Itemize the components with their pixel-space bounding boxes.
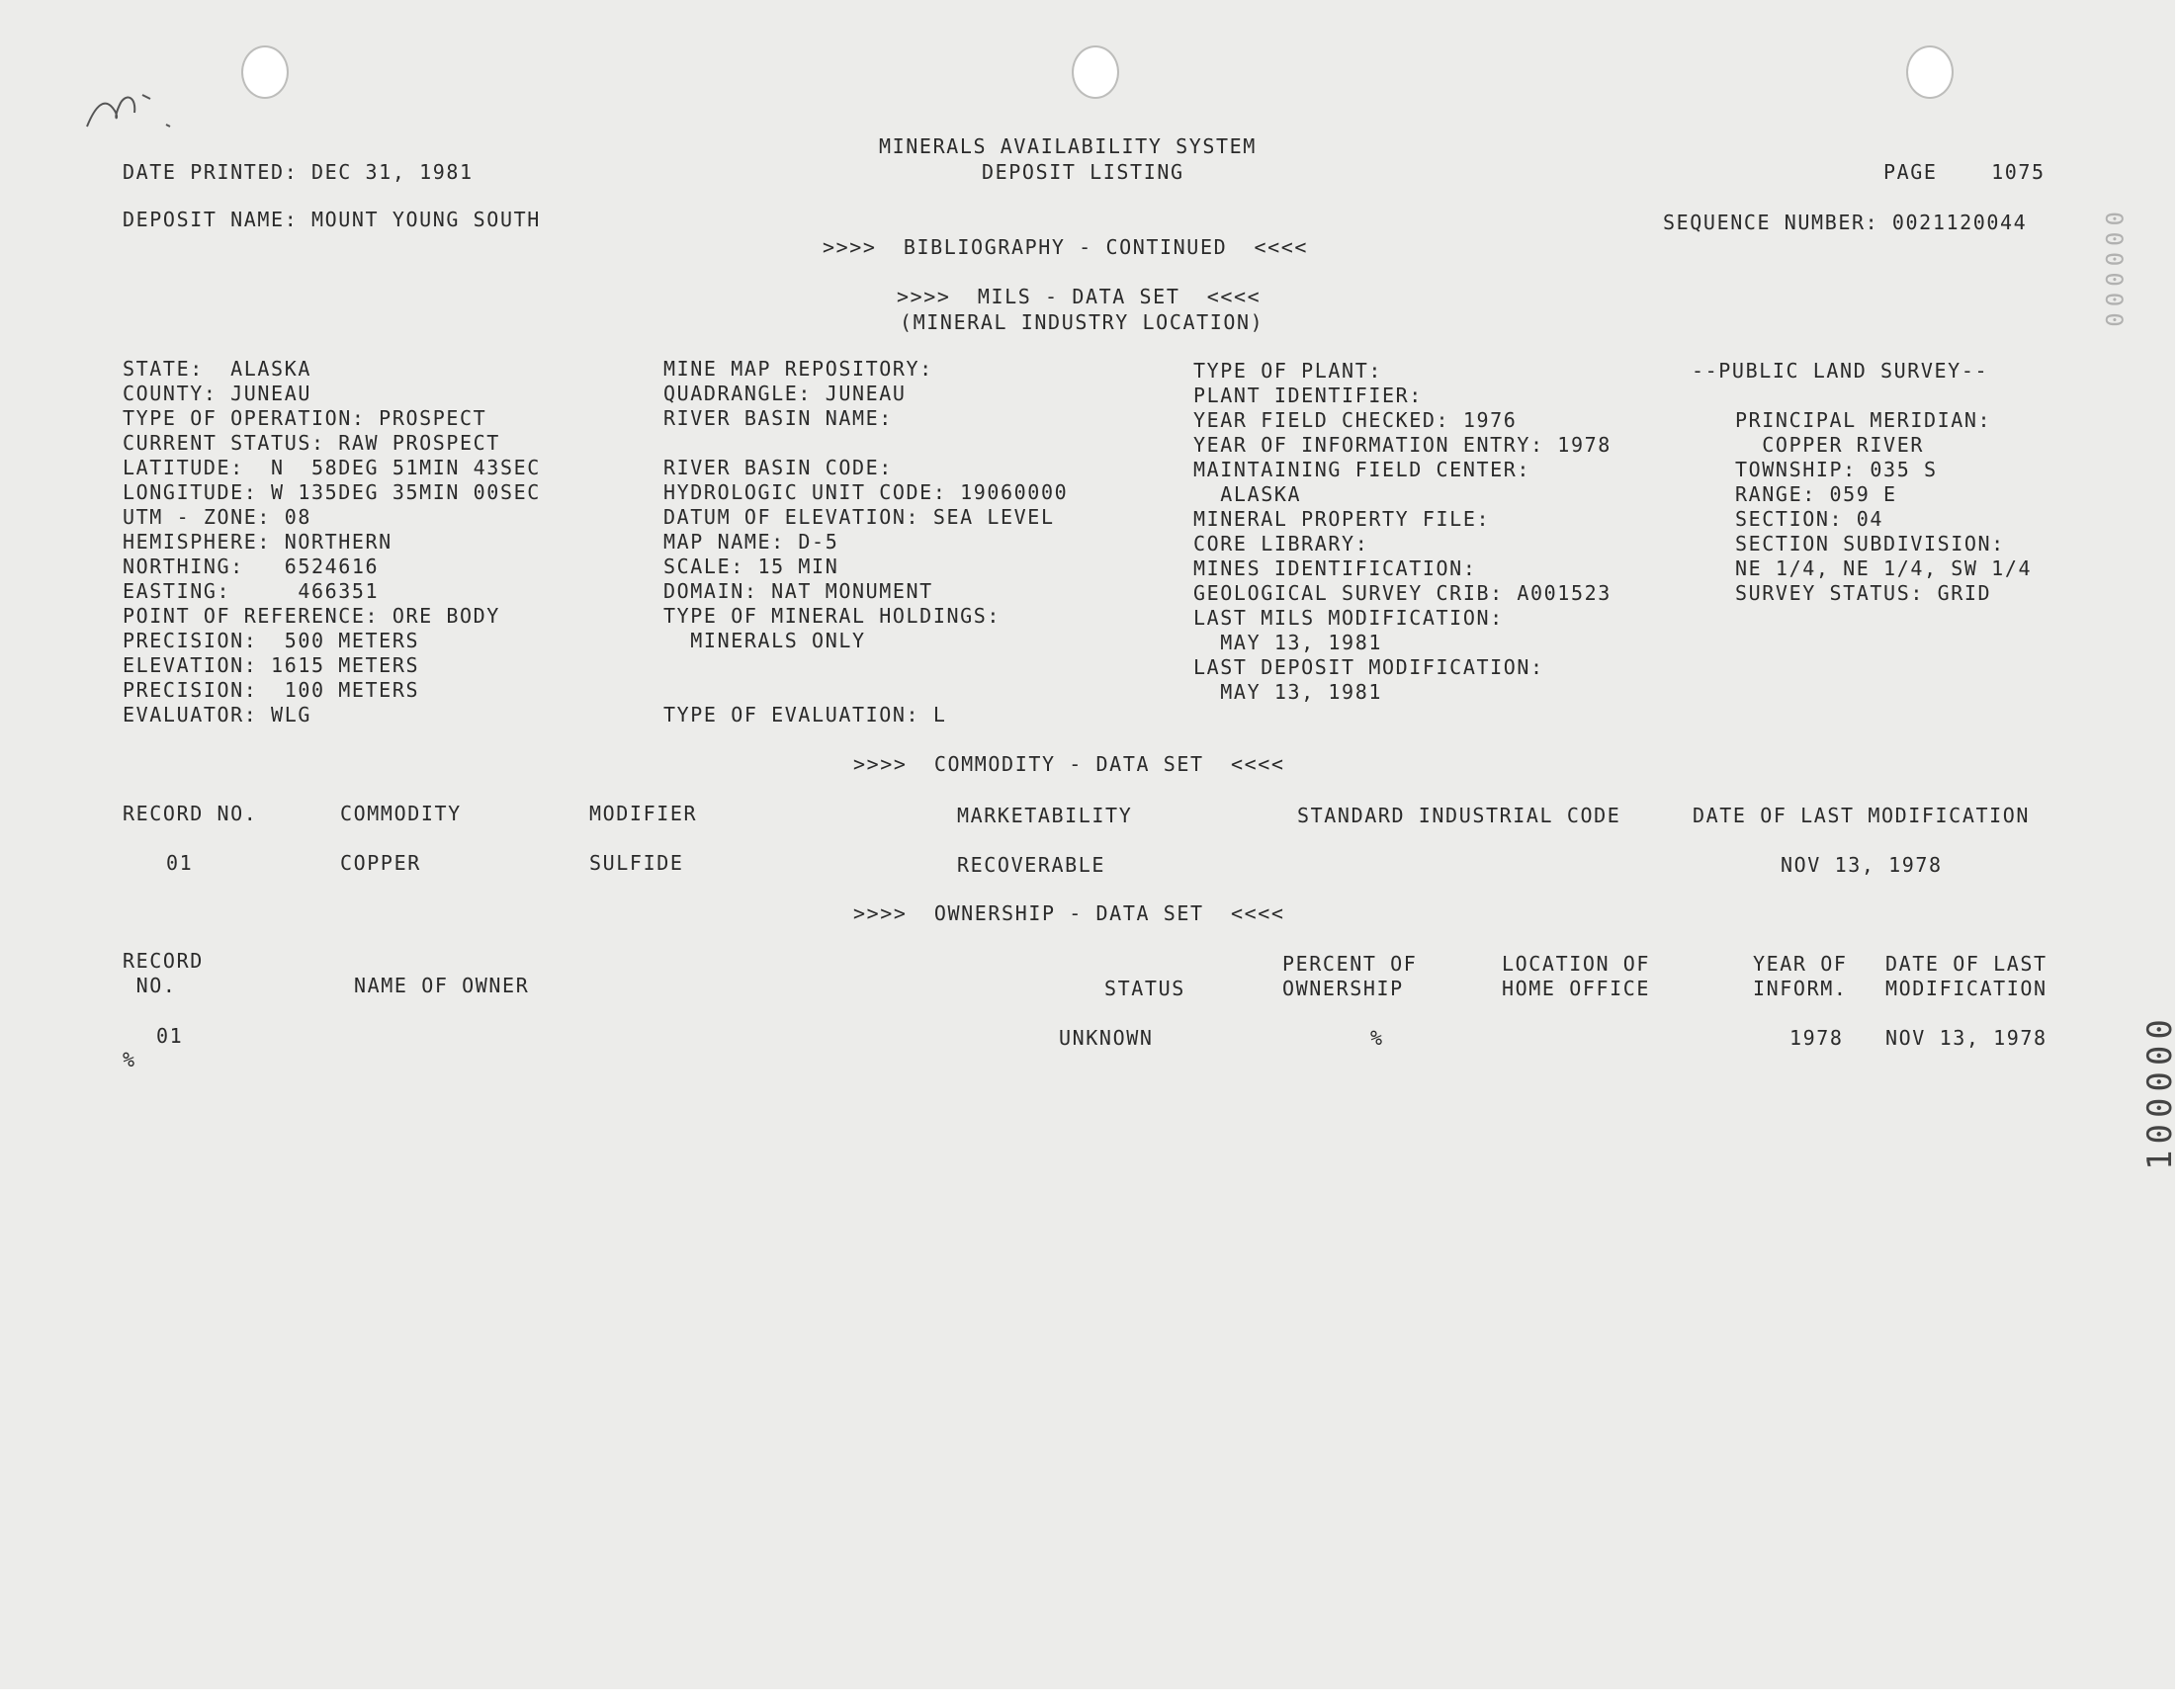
field-line: RIVER BASIN CODE: [663,456,893,479]
field-line: STATE: ALASKA [123,357,311,381]
deposit-name: DEPOSIT NAME: MOUNT YOUNG SOUTH [123,208,541,231]
commodity-cell-commodity: COPPER [340,851,421,875]
field-line: HYDROLOGIC UNIT CODE: 19060000 [663,480,1069,504]
field-line: SECTION: 04 [1735,507,1884,531]
location-column-3 [1193,359,1612,705]
field-line: MINES IDENTIFICATION: [1193,556,1477,580]
field-line: CORE LIBRARY: [1193,532,1369,555]
field-line: TOWNSHIP: 035 S [1735,458,1938,481]
field-line: UTM - ZONE: 08 [123,505,311,529]
location-column-4 [1735,408,2032,606]
field-line: QUADRANGLE: JUNEAU [663,382,907,405]
ownership-header-status: STATUS [1104,977,1185,1000]
field-line: RANGE: 059 E [1735,482,1897,506]
field-line: PLANT IDENTIFIER: [1193,384,1423,407]
field-line: ALASKA [1193,482,1302,506]
binder-hole-center [1072,45,1119,99]
ownership-header-date: DATE OF LAST MODIFICATION [1885,952,2048,1000]
location-column-2a [663,357,933,431]
field-line: EVALUATOR: WLG [123,703,311,726]
type-of-evaluation: TYPE OF EVALUATION: L [663,703,947,726]
commodity-cell-record: 01 [166,851,194,875]
listing-title: DEPOSIT LISTING [982,160,1184,184]
commodity-header-sic: STANDARD INDUSTRIAL CODE [1297,804,1621,827]
ownership-header-record: RECORD NO. [123,949,204,997]
commodity-cell-modifier: SULFIDE [589,851,684,875]
field-line: MINERAL PROPERTY FILE: [1193,507,1491,531]
commodity-heading: >>>> COMMODITY - DATA SET <<<< [853,752,1285,776]
margin-stamp-bottom: 100000 [2140,1013,2180,1170]
commodity-header-commodity: COMMODITY [340,802,462,825]
mils-subheading: (MINERAL INDUSTRY LOCATION) [900,310,1264,334]
commodity-header-modifier: MODIFIER [589,802,698,825]
sequence-number: SEQUENCE NUMBER: 0021120044 [1663,211,2028,234]
field-line: DOMAIN: NAT MONUMENT [663,579,933,603]
field-line: LAST DEPOSIT MODIFICATION: [1193,655,1544,679]
field-line: YEAR OF INFORMATION ENTRY: 1978 [1193,433,1612,457]
bibliography-heading: >>>> BIBLIOGRAPHY - CONTINUED <<<< [823,235,1309,259]
field-line: SURVEY STATUS: GRID [1735,581,1992,605]
commodity-header-date: DATE OF LAST MODIFICATION [1693,804,2031,827]
ownership-cell-percent: % [1370,1026,1384,1050]
field-line: LATITUDE: N 58DEG 51MIN 43SEC [123,456,541,479]
field-line: COPPER RIVER [1735,433,1924,457]
field-line: YEAR FIELD CHECKED: 1976 [1193,408,1518,432]
field-line: PRECISION: 500 METERS [123,629,420,652]
field-line: MINERALS ONLY [663,629,866,652]
ownership-heading: >>>> OWNERSHIP - DATA SET <<<< [853,901,1285,925]
margin-stamp-top: 000000 [2100,212,2128,333]
location-column-2b [663,456,1068,653]
ownership-header-name: NAME OF OWNER [354,974,530,997]
ownership-header-location: LOCATION OF HOME OFFICE [1502,952,1651,1000]
field-line: PRECISION: 100 METERS [123,678,420,702]
field-line: ELEVATION: 1615 METERS [123,653,420,677]
field-line: EASTING: 466351 [123,579,380,603]
ownership-header-percent: PERCENT OF OWNERSHIP [1282,952,1418,1000]
field-line: PRINCIPAL MERIDIAN: [1735,408,1992,432]
field-line: TYPE OF MINERAL HOLDINGS: [663,604,1002,628]
mils-heading: >>>> MILS - DATA SET <<<< [897,285,1262,308]
ownership-footnote: % [123,1048,136,1071]
field-line: DATUM OF ELEVATION: SEA LEVEL [663,505,1055,529]
commodity-cell-date: NOV 13, 1978 [1781,853,1943,877]
commodity-header-marketability: MARKETABILITY [957,804,1133,827]
field-line: GEOLOGICAL SURVEY CRIB: A001523 [1193,581,1612,605]
field-line: NE 1/4, NE 1/4, SW 1/4 [1735,556,2033,580]
commodity-cell-marketability: RECOVERABLE [957,853,1106,877]
binder-hole-right [1906,45,1954,99]
field-line: COUNTY: JUNEAU [123,382,311,405]
ownership-header-year: YEAR OF INFORM. [1753,952,1848,1000]
ownership-cell-year: 1978 [1789,1026,1844,1050]
binder-hole-left [241,45,289,99]
field-line: MAP NAME: D-5 [663,530,839,554]
handwritten-mark [81,77,219,136]
commodity-header-record: RECORD NO. [123,802,258,825]
public-land-survey-heading: --PUBLIC LAND SURVEY-- [1692,359,1989,383]
field-line: NORTHING: 6524616 [123,555,380,578]
field-line: HEMISPHERE: NORTHERN [123,530,392,554]
field-line: TYPE OF PLANT: [1193,359,1382,383]
field-line: RIVER BASIN NAME: [663,406,893,430]
field-line: SECTION SUBDIVISION: [1735,532,2005,555]
field-line: MINE MAP REPOSITORY: [663,357,933,381]
ownership-cell-status: UNKNOWN [1059,1026,1154,1050]
field-line: MAY 13, 1981 [1193,631,1382,654]
field-line: POINT OF REFERENCE: ORE BODY [123,604,500,628]
ownership-cell-date: NOV 13, 1978 [1885,1026,2048,1050]
system-title: MINERALS AVAILABILITY SYSTEM [879,134,1257,158]
field-line: MAY 13, 1981 [1193,680,1382,704]
field-line: SCALE: 15 MIN [663,555,839,578]
location-column-1 [123,357,541,727]
field-line: LONGITUDE: W 135DEG 35MIN 00SEC [123,480,541,504]
field-line: LAST MILS MODIFICATION: [1193,606,1504,630]
ownership-cell-record: 01 [156,1024,184,1048]
field-line: CURRENT STATUS: RAW PROSPECT [123,431,500,455]
field-line: MAINTAINING FIELD CENTER: [1193,458,1531,481]
field-line: TYPE OF OPERATION: PROSPECT [123,406,487,430]
page-number: PAGE 1075 [1883,160,2046,184]
date-printed: DATE PRINTED: DEC 31, 1981 [123,160,474,184]
